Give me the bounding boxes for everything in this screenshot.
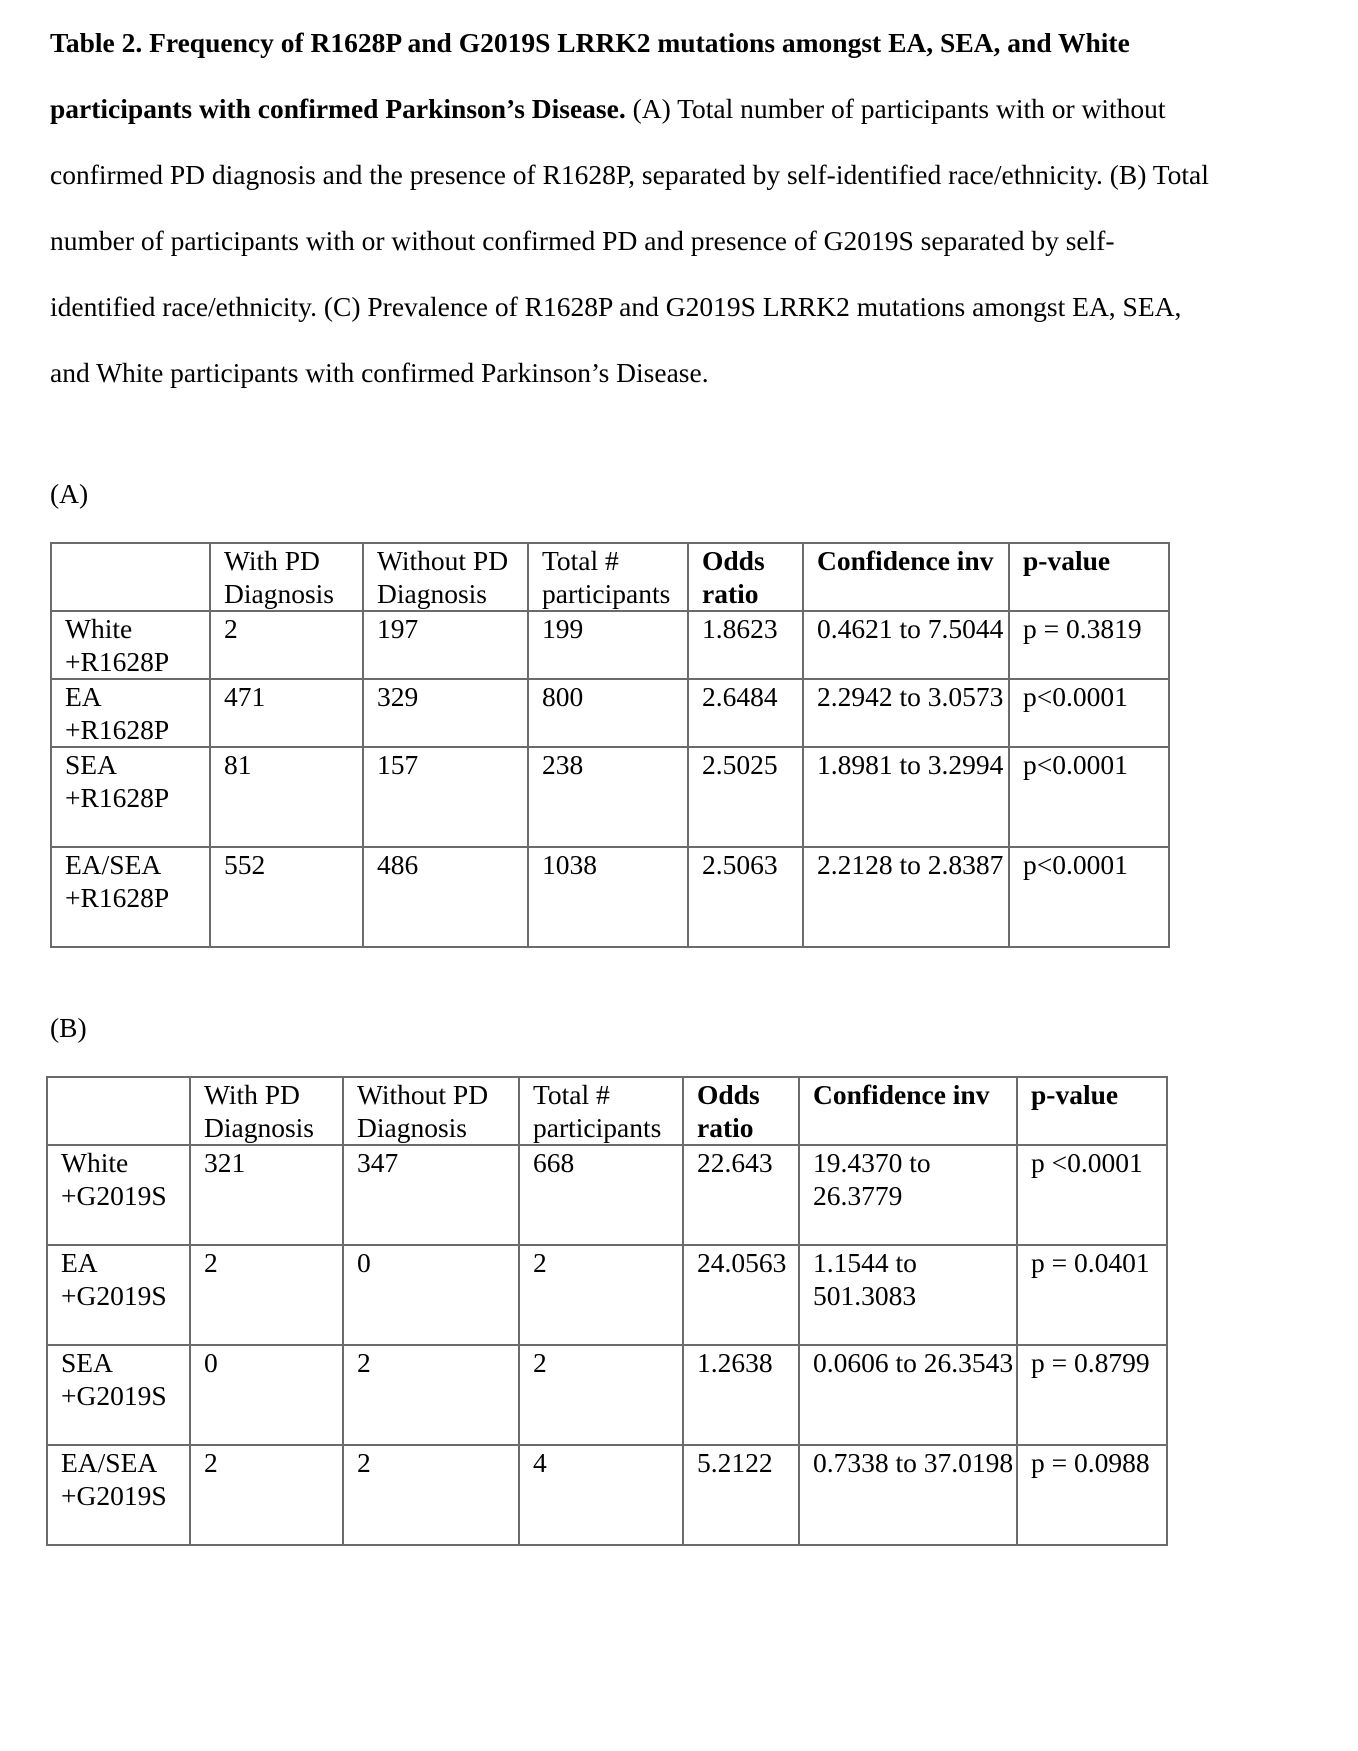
cell-ci: 2.2128 to 2.8387 (803, 847, 1009, 947)
section-a-label: (A) (50, 478, 89, 509)
header-cell-total: Total # participants (519, 1077, 683, 1145)
cell-without-pd: 2 (343, 1345, 519, 1445)
header-cell-odds-ratio: Odds ratio (683, 1077, 799, 1145)
table-row (51, 847, 1169, 947)
cell-p-value: p<0.0001 (1009, 847, 1169, 947)
header-cell-with-pd: With PD Diagnosis (190, 1077, 343, 1145)
cell-total: 2 (519, 1345, 683, 1445)
header-cell-without-pd: Without PD Diagnosis (363, 543, 528, 611)
cell-p-value: p = 0.0401 (1017, 1245, 1167, 1345)
cell-odds-ratio: 24.0563 (683, 1245, 799, 1345)
section-b-label: (B) (50, 1012, 87, 1043)
header-cell-group (47, 1077, 190, 1145)
table-a (50, 542, 1170, 948)
cell-ci: 1.1544 to 501.3083 (799, 1245, 1017, 1345)
table-row (47, 1145, 1167, 1245)
caption-title: Table 2. Frequency of R1628P and G2019S LRRK2 mutations amongst EA, SEA, and White participants with confirmed Parkinson’s Disease. (50, 27, 1130, 124)
header-cell-odds-ratio: Odds ratio (688, 543, 803, 611)
header-cell-without-pd: Without PD Diagnosis (343, 1077, 519, 1145)
cell-odds-ratio: 1.2638 (683, 1345, 799, 1445)
table-row (47, 1245, 1167, 1345)
header-cell-total: Total # participants (528, 543, 688, 611)
cell-without-pd: 486 (363, 847, 528, 947)
cell-odds-ratio: 2.5063 (688, 847, 803, 947)
cell-without-pd: 157 (363, 747, 528, 847)
cell-group: EA +R1628P (51, 679, 210, 747)
cell-ci: 2.2942 to 3.0573 (803, 679, 1009, 747)
cell-p-value: p = 0.8799 (1017, 1345, 1167, 1445)
cell-p-value: p <0.0001 (1017, 1145, 1167, 1245)
caption-text: (A) Total number of participants with or without confirmed PD diagnosis and the presence of R1628P, separated by self-identified race/ethnicity. (B) Total number of participants with or without confirmed PD and presence of G2019S separated by self-identified race/ethnicity. (C) Prevalence of R1628P and G2019S LRRK2 mutations amongst EA, SEA, and White participants with confirmed Parkinson’s Disease. (50, 93, 1209, 388)
cell-p-value: p = 0.0988 (1017, 1445, 1167, 1545)
table-caption (50, 10, 1210, 406)
cell-p-value: p<0.0001 (1009, 747, 1169, 847)
cell-ci: 0.4621 to 7.5044 (803, 611, 1009, 679)
cell-odds-ratio: 5.2122 (683, 1445, 799, 1545)
table-row (47, 1445, 1167, 1545)
cell-without-pd: 0 (343, 1245, 519, 1345)
header-cell-p-value: p-value (1017, 1077, 1167, 1145)
cell-with-pd: 0 (190, 1345, 343, 1445)
cell-total: 1038 (528, 847, 688, 947)
cell-ci: 1.8981 to 3.2994 (803, 747, 1009, 847)
cell-without-pd: 2 (343, 1445, 519, 1545)
cell-group: EA/SEA +G2019S (47, 1445, 190, 1545)
header-cell-with-pd: With PD Diagnosis (210, 543, 363, 611)
cell-without-pd: 197 (363, 611, 528, 679)
cell-with-pd: 552 (210, 847, 363, 947)
cell-odds-ratio: 22.643 (683, 1145, 799, 1245)
cell-with-pd: 2 (210, 611, 363, 679)
table-row (51, 679, 1169, 747)
table-row (51, 747, 1169, 847)
cell-total: 4 (519, 1445, 683, 1545)
header-cell-confidence: Confidence inv (799, 1077, 1017, 1145)
table-row (51, 611, 1169, 679)
cell-without-pd: 347 (343, 1145, 519, 1245)
cell-with-pd: 471 (210, 679, 363, 747)
cell-with-pd: 2 (190, 1445, 343, 1545)
cell-group: SEA +G2019S (47, 1345, 190, 1445)
cell-odds-ratio: 2.5025 (688, 747, 803, 847)
cell-odds-ratio: 2.6484 (688, 679, 803, 747)
cell-p-value: p = 0.3819 (1009, 611, 1169, 679)
table-a-header-row (51, 543, 1169, 611)
table-b (46, 1076, 1168, 1546)
cell-total: 238 (528, 747, 688, 847)
cell-with-pd: 81 (210, 747, 363, 847)
cell-ci: 0.7338 to 37.0198 (799, 1445, 1017, 1545)
cell-ci: 0.0606 to 26.3543 (799, 1345, 1017, 1445)
header-cell-p-value: p-value (1009, 543, 1169, 611)
cell-odds-ratio: 1.8623 (688, 611, 803, 679)
table-b-header-row (47, 1077, 1167, 1145)
table-row (47, 1345, 1167, 1445)
cell-total: 800 (528, 679, 688, 747)
cell-ci: 19.4370 to 26.3779 (799, 1145, 1017, 1245)
cell-group: EA +G2019S (47, 1245, 190, 1345)
cell-with-pd: 2 (190, 1245, 343, 1345)
header-cell-group (51, 543, 210, 611)
cell-without-pd: 329 (363, 679, 528, 747)
cell-group: EA/SEA +R1628P (51, 847, 210, 947)
cell-group: SEA +R1628P (51, 747, 210, 847)
cell-p-value: p<0.0001 (1009, 679, 1169, 747)
cell-total: 668 (519, 1145, 683, 1245)
header-cell-confidence: Confidence inv (803, 543, 1009, 611)
cell-with-pd: 321 (190, 1145, 343, 1245)
cell-group: White +R1628P (51, 611, 210, 679)
cell-group: White +G2019S (47, 1145, 190, 1245)
cell-total: 2 (519, 1245, 683, 1345)
cell-total: 199 (528, 611, 688, 679)
